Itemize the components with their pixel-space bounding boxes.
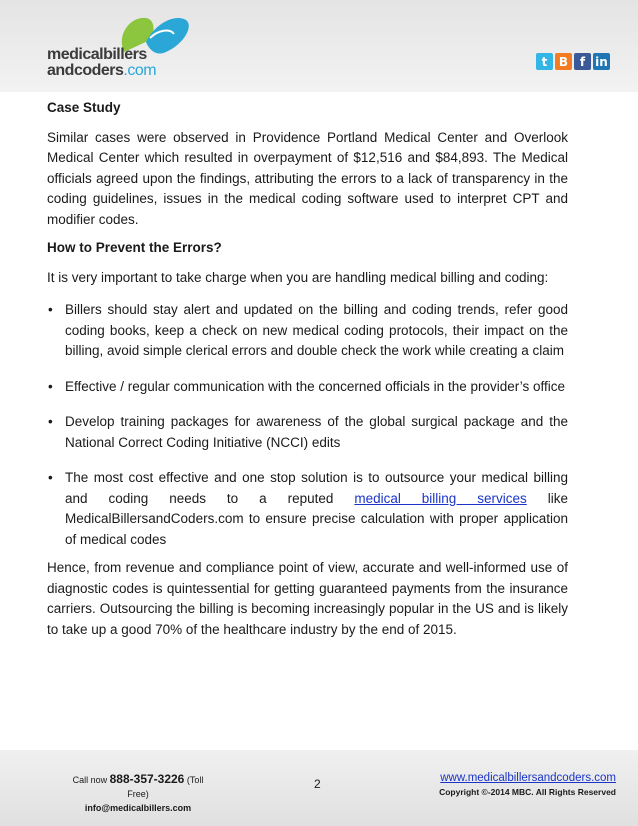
email-address[interactable]: info@medicalbillers.com: [84, 803, 192, 813]
prevent-errors-heading: How to Prevent the Errors?: [47, 240, 222, 255]
footer-contact: Call now 888-357-3226 (Toll Free) info@medicalbillers.com: [62, 772, 214, 815]
social-icons: [536, 53, 610, 70]
logo-text-line1: medicalbillers: [47, 46, 147, 63]
blogger-icon[interactable]: B: [555, 53, 572, 70]
copyright-text: Copyright ©-2014 MBC. All Rights Reserved: [439, 787, 616, 797]
bullet-glyph: •: [48, 414, 53, 429]
twitter-icon[interactable]: t: [536, 53, 553, 70]
bullet-glyph: •: [48, 470, 53, 485]
linkedin-icon[interactable]: in: [593, 53, 610, 70]
logo-text-line2: andcoders.com: [47, 62, 157, 79]
case-study-paragraph: Similar cases were observed in Providence Portland Medical Center and Overlook Medical Center which resulted in overpayment of $12,516 and $84,893. The Medical officials agreed upon the findings, attributing the errors to a lack of transparency in the coding guidelines, issues in the medical coding software used to interpret CPT and modifier codes.: [47, 129, 568, 227]
page-header: [0, 0, 638, 92]
prevention-list: [47, 300, 568, 550]
page-number: 2: [314, 777, 321, 791]
page-footer: [0, 750, 638, 826]
case-study-heading: Case Study: [47, 100, 121, 115]
list-item: • Develop training packages for awareness of the global surgical package and the National Correct Coding Initiative (NCCI) edits: [48, 414, 568, 450]
medical-billing-services-link[interactable]: medical billing services: [354, 490, 527, 506]
list-item: • Billers should stay alert and updated on the billing and coding trends, refer good coding books, keep a check on new medical coding protocols, their impact on the billing, avoid simple clerical errors and double check the work while creating a claim: [48, 302, 568, 358]
prevent-intro-paragraph: It is very important to take charge when you are handling medical billing and coding:: [47, 269, 549, 285]
facebook-icon[interactable]: f: [574, 53, 591, 70]
bullet-glyph: •: [48, 378, 53, 394]
document-body: [47, 98, 568, 648]
closing-paragraph: Hence, from revenue and compliance point of view, accurate and well-informed use of diagnostic codes is quintessential for getting guaranteed payments from the insurance carriers. Outsourcing the billing is becoming increasingly popular in the US and is likely to take up a good 70% of the healthcare industry by the end of 2015.: [47, 560, 568, 637]
list-item: • The most cost effective and one stop solution is to outsource your medical billing and coding needs to a reputed medical billing services like MedicalBillersandCoders.com to ensure precise calculation with proper application of medical codes: [48, 470, 568, 547]
website-link[interactable]: www.medicalbillersandcoders.com: [440, 772, 616, 784]
bullet-glyph: •: [48, 302, 53, 317]
list-item: • Effective / regular communication with the concerned officials in the provider’s office: [47, 377, 568, 398]
phone-number[interactable]: 888-357-3226: [109, 772, 185, 786]
footer-site-info: [439, 771, 616, 799]
